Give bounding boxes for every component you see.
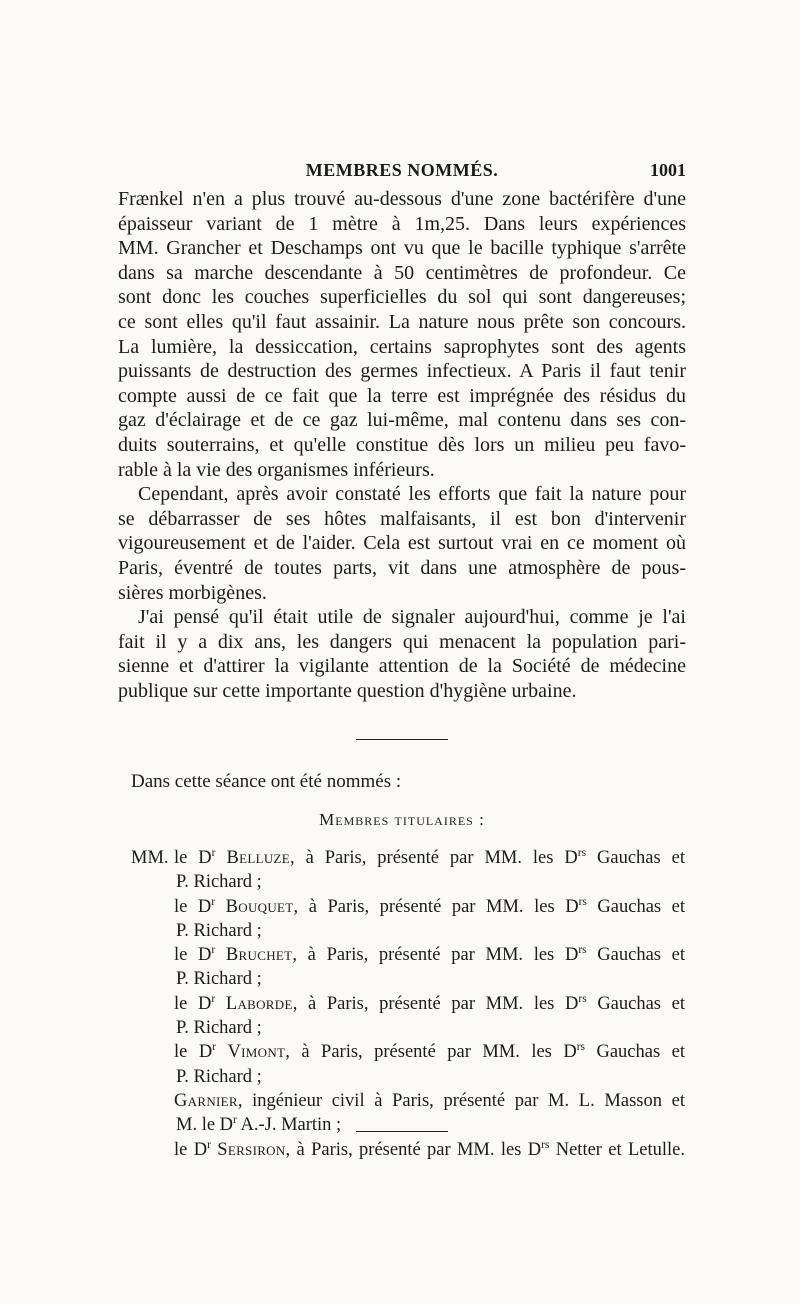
end-divider — [356, 1131, 448, 1132]
sponsor-title-sup: rs — [541, 1138, 550, 1151]
member-title: le D — [174, 848, 212, 868]
member-name: Bouquet — [225, 896, 294, 917]
body-line: La lumière, la dessiccation, certains saprophytes sont des agents — [118, 335, 686, 358]
member-title-sup: r — [211, 992, 216, 1005]
member-sponsors: Netter et Letulle. — [549, 1139, 686, 1160]
sponsor-text: M. le D — [176, 1115, 234, 1136]
section-divider — [356, 739, 448, 740]
running-header — [118, 160, 686, 190]
member-sponsors: Gauchas et — [586, 848, 686, 868]
body-line: J'ai pensé qu'il était utile de signaler aujourd'hui, comme je l'ai — [138, 606, 686, 629]
body-line: fait il y a dix ans, les dangers qui menacent la population pari- — [118, 630, 686, 653]
body-line: MM. Grancher et Deschamps ont vu que le bacille typhique s'arrête — [118, 237, 686, 260]
body-line: compte aussi de ce fait que la terre est imprégnée des résidus du — [118, 384, 686, 407]
member-sponsors: Gauchas et — [586, 896, 686, 917]
member-title: le D — [174, 1139, 208, 1160]
body-line: duits souterrains, et qu'elle constitue dès lors un milieu peu favo- — [118, 433, 686, 456]
body-line: sières morbigènes. — [118, 581, 267, 604]
member-sponsors: Gauchas et — [585, 1042, 686, 1063]
member-detail: , ingénieur civil à Paris, présenté par M. L. Masson et — [237, 1090, 685, 1111]
body-line: dans sa marche descendante à 50 centimètres de profondeur. Ce — [118, 261, 686, 284]
member-line — [131, 1138, 685, 1162]
member-title-sup: r — [211, 846, 216, 859]
list-item — [131, 1040, 685, 1089]
member-name: Garnier — [174, 1090, 238, 1111]
sponsor-title-sup: rs — [578, 944, 587, 957]
members-intro: Dans cette séance ont été nommés : — [131, 771, 402, 792]
sponsor-title-sup: rs — [576, 1041, 586, 1054]
body-line: Paris, éventré de toutes parts, vit dans une atmosphère de pous- — [118, 556, 686, 579]
member-continuation: P. Richard ; — [176, 969, 262, 990]
sponsor-title-sup: rs — [578, 895, 587, 908]
members-subheading: Membres titulaires : — [319, 810, 485, 829]
body-line: gaz d'éclairage et de ce gaz lui-même, mal contenu dans ses con- — [118, 409, 686, 432]
member-sponsors: Gauchas et — [586, 993, 686, 1014]
member-continuation: P. Richard ; — [176, 920, 262, 941]
member-line — [131, 846, 685, 870]
members-lead: MM. — [131, 848, 169, 868]
member-title: le D — [174, 896, 212, 917]
members-list — [131, 846, 685, 1162]
member-continuation: P. Richard ; — [176, 872, 262, 893]
body-text — [118, 187, 686, 703]
member-line — [131, 992, 685, 1016]
page-number: 1001 — [650, 160, 686, 180]
body-line: puissants de destruction des germes infectieux. A Paris il faut tenir — [118, 360, 686, 383]
member-name: Laborde — [225, 993, 293, 1014]
member-continuation: P. Richard ; — [176, 1066, 262, 1087]
member-line — [131, 895, 685, 919]
member-line — [131, 943, 685, 967]
member-detail: , à Paris, présenté par MM. les D — [293, 896, 579, 917]
body-line: ce sont elles qu'il faut assainir. La nature nous prête son concours. — [118, 310, 686, 333]
member-line — [131, 1089, 685, 1113]
body-line: rable à la vie des organismes inférieurs. — [118, 458, 435, 481]
member-line — [131, 1040, 685, 1064]
list-item — [131, 846, 685, 895]
member-title: le D — [174, 945, 212, 966]
member-detail: , à Paris, présenté par MM. les D — [285, 1139, 542, 1160]
sponsor-title-sup: r — [233, 1114, 237, 1127]
body-line: sienne et d'attirer la vigilante attention de la Société de médecine — [118, 655, 686, 678]
member-detail: , à Paris, présenté par MM. les D — [292, 945, 579, 966]
member-continuation — [131, 1113, 685, 1137]
member-detail: , à Paris, présenté par MM. les D — [285, 1042, 577, 1063]
list-item — [131, 943, 685, 992]
member-name: Bruchet — [225, 945, 293, 966]
body-line: Cependant, après avoir constaté les efforts que fait la nature pour — [138, 483, 686, 506]
member-continuation: P. Richard ; — [176, 1018, 262, 1039]
member-detail: , à Paris, présenté par MM. les D — [292, 993, 579, 1014]
sponsor-title-sup: rs — [577, 846, 587, 859]
member-name: Sersiron — [217, 1139, 286, 1160]
sponsor-name: A.-J. Martin ; — [236, 1115, 342, 1136]
member-title-sup: r — [212, 1041, 217, 1054]
member-detail: , à Paris, présenté par MM. les D — [290, 848, 578, 868]
body-line: Frænkel n'en a plus trouvé au-dessous d'une zone bactérifère d'une — [118, 188, 686, 210]
body-line: publique sur cette importante question d'hygiène urbaine. — [118, 679, 577, 702]
body-line: sont donc les couches superficielles du sol qui sont dangereuses; — [118, 286, 686, 309]
member-name: Vimont — [227, 1042, 286, 1063]
body-line: vigoureusement et de l'aider. Cela est surtout vrai en ce moment où — [118, 532, 686, 555]
member-title-sup: r — [211, 895, 216, 908]
member-sponsors: Gauchas et — [586, 945, 686, 966]
body-line: épaisseur variant de 1 mètre à 1m,25. Dans leurs expériences — [118, 212, 686, 235]
list-item — [131, 895, 685, 944]
body-line: se débarrasser de ses hôtes malfaisants, il est bon d'intervenir — [118, 507, 686, 530]
header-title: MEMBRES NOMMÉS. — [305, 160, 499, 180]
list-item — [131, 1138, 685, 1162]
member-title-sup: r — [211, 944, 216, 957]
member-title: le D — [174, 993, 212, 1014]
member-name: Belluze — [226, 848, 290, 868]
list-item — [131, 992, 685, 1041]
member-title-sup: r — [207, 1138, 211, 1151]
member-title: le D — [174, 1042, 213, 1063]
sponsor-title-sup: rs — [578, 992, 587, 1005]
